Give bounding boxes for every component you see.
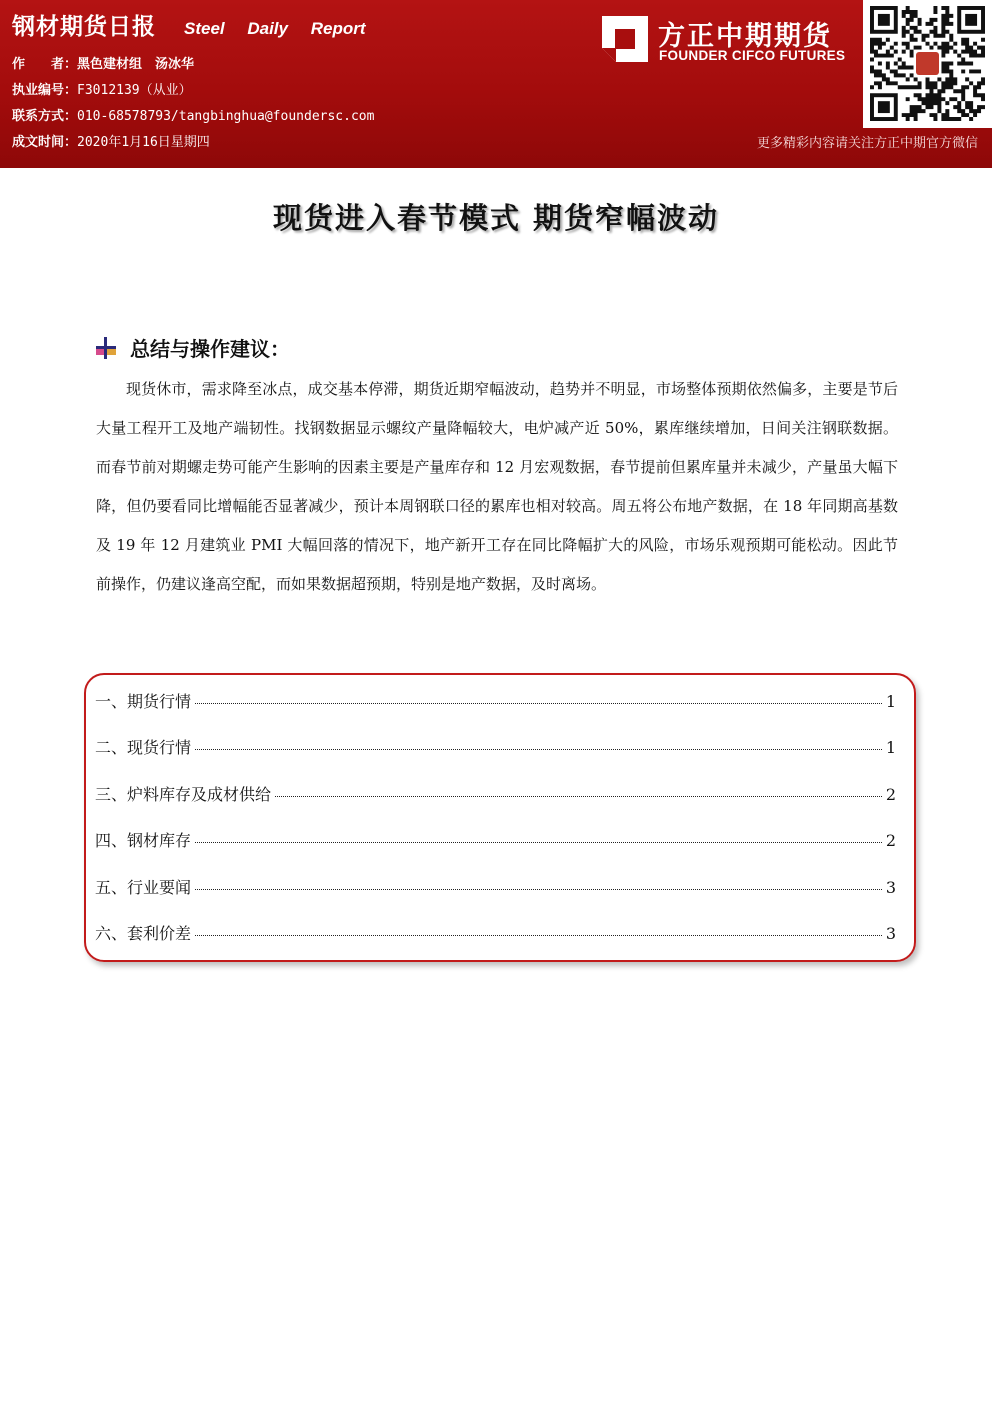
date-label: 成文时间： [12,135,78,150]
logo-mark-icon [602,16,648,62]
toc-item[interactable] [95,921,896,944]
toc-leader-dots [195,749,882,750]
section-heading [96,333,290,362]
toc-leader-dots [195,935,882,936]
toc-item-label: 六、套利价差 [95,924,192,943]
date-value: 2020年1月16日星期四 [77,135,210,150]
author-line [12,53,194,72]
report-brand [12,8,366,41]
summary-paragraph: 现货休市，需求降至冰点，成交基本停滞，期货近期窄幅波动，趋势并不明显，市场整体预期依然偏多，主要是节后大量工程开工及地产端韧性。找钢数据显示螺纹产量降幅较大，电炉减产近 50%，累库继续增加，日间关注钢联数据。而春节前对期螺走势可能产生影响的因素主要是产量库存和 12 月宏观数据，春节提前但累库量并未减少，产量虽大幅下降，但仍要看同比增幅能否显著减少，预计本周钢联口径的累库也相对较高。周五将公布地产数据，在 18 年同期高基数及 19 年 12 月建筑业 PMI 大幅回落的情况下，地产新开工存在同比降幅扩大的风险，市场乐观预期可能松动。因此节前操作，仍建议逢高空配，而如果数据超预期，特别是地产数据，及时离场。 [96,380,898,593]
toc-item[interactable] [95,782,896,805]
license-label: 执业编号： [12,83,78,98]
toc-item-page: 3 [885,878,896,897]
toc-leader-dots [195,703,882,704]
author-value: 黑色建材组 汤冰华 [77,57,195,72]
logo-text-cn: 方正中期期货 [658,21,832,52]
section-title: 总结与操作建议： [130,337,290,361]
toc-leader-dots [275,796,882,797]
report-title-cn: 钢材期货日报 [12,14,156,40]
logo-text-en: FOUNDER CIFCO FUTURES [659,48,846,63]
toc-item-page: 3 [885,924,896,943]
license-line [12,79,192,98]
contact-value: 010-68578793/tangbinghua@foundersc.com [77,109,375,124]
report-title-en: Steel Daily Report [184,19,366,38]
toc-item-page: 2 [885,785,896,804]
company-logo [602,14,854,64]
follow-wechat-text: 更多精彩内容请关注方正中期官方微信 [756,136,978,151]
toc-item[interactable] [95,735,896,758]
toc-leader-dots [195,842,882,843]
toc-item-page: 1 [885,692,896,711]
report-header [0,0,992,168]
toc-item[interactable] [95,689,896,712]
toc-leader-dots [195,889,882,890]
page-title: 现货进入春节模式 期货窄幅波动 [272,201,720,235]
toc-item-label: 二、现货行情 [95,738,192,757]
toc-item[interactable] [95,875,896,898]
license-value: F3012139（从业） [77,83,192,98]
contact-line [12,105,374,124]
wechat-qr-code [863,0,992,128]
toc-item-page: 1 [885,738,896,757]
section-bullet-icon [96,337,118,359]
toc-item-label: 三、炉料库存及成材供给 [95,785,272,804]
toc-item[interactable] [95,828,896,851]
qr-code-icon [870,6,985,121]
author-label: 作 者： [12,57,78,72]
contact-label: 联系方式： [12,109,78,124]
date-line [12,131,210,150]
toc-item-label: 四、钢材库存 [95,831,192,850]
table-of-contents [84,673,916,962]
toc-item-label: 一、期货行情 [95,692,192,711]
toc-item-page: 2 [885,831,896,850]
toc-item-label: 五、行业要闻 [95,878,192,897]
